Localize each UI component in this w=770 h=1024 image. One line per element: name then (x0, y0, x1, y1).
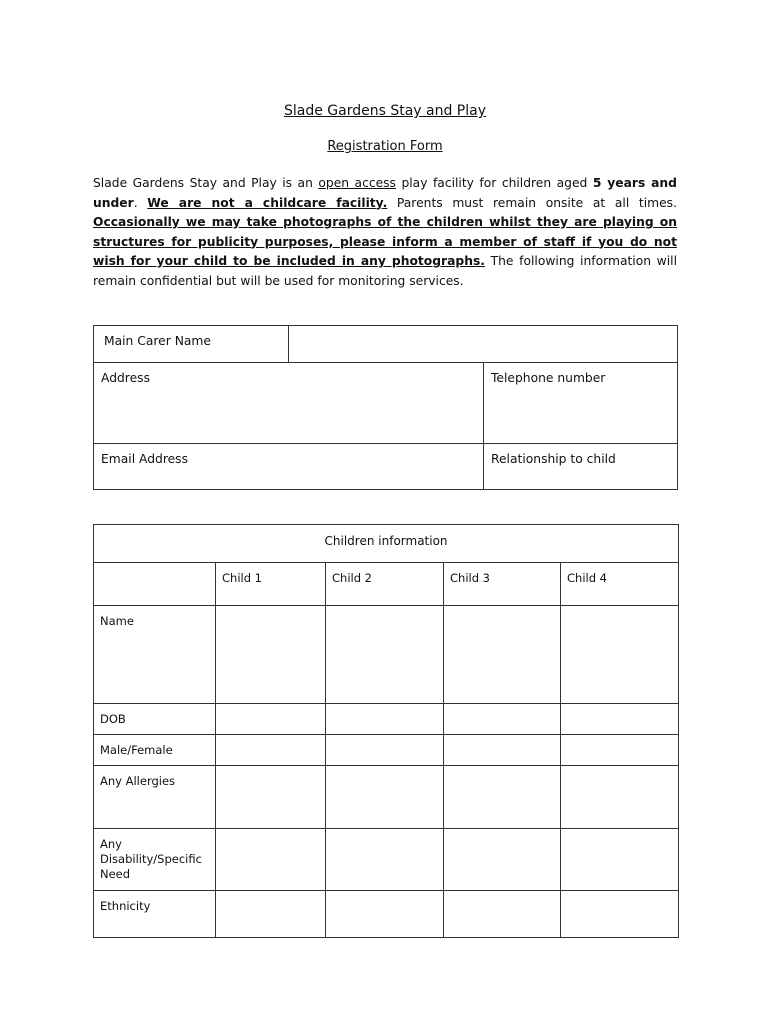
intro-text-5: The following information will remain confidential but will be used for monitoring services. (93, 254, 677, 288)
row-label-gender: Male/Female (94, 735, 216, 766)
row-label-ethnicity: Ethnicity (94, 891, 216, 938)
disability-child-1-field[interactable] (216, 829, 326, 891)
intro-text-2: play facility for children aged (395, 176, 593, 190)
disability-child-4-field[interactable] (561, 829, 679, 891)
gender-child-1-field[interactable] (216, 735, 326, 766)
dob-child-2-field[interactable] (326, 704, 444, 735)
table-row (94, 891, 679, 938)
telephone-field[interactable] (483, 362, 678, 444)
table-row (94, 606, 679, 704)
table-row (94, 735, 679, 766)
row-label-disability: Any Disability/Specific Need (94, 829, 216, 891)
header-empty-cell (94, 563, 216, 606)
main-carer-name-field[interactable] (288, 325, 678, 363)
carer-details-form (93, 325, 678, 490)
main-carer-name-label (93, 325, 289, 363)
disability-child-2-field[interactable] (326, 829, 444, 891)
ethnicity-child-2-field[interactable] (326, 891, 444, 938)
dob-child-3-field[interactable] (444, 704, 561, 735)
intro-not-childcare: We are not a childcare facility. (147, 195, 388, 210)
intro-text-4: Parents must remain onsite at all times. (387, 195, 677, 210)
intro-age: 5 years and under (93, 176, 677, 210)
main-carer-name-text: Main Carer Name (104, 334, 211, 348)
table-row (94, 829, 679, 891)
row-label-allergies: Any Allergies (94, 766, 216, 829)
table-row (94, 704, 679, 735)
gender-child-3-field[interactable] (444, 735, 561, 766)
document-subtitle: Registration Form (327, 139, 443, 154)
email-label: Email Address (101, 452, 188, 466)
dob-child-1-field[interactable] (216, 704, 326, 735)
email-field[interactable] (93, 443, 484, 490)
disability-child-3-field[interactable] (444, 829, 561, 891)
allergies-child-3-field[interactable] (444, 766, 561, 829)
intro-paragraph (93, 174, 677, 291)
allergies-child-2-field[interactable] (326, 766, 444, 829)
dob-child-4-field[interactable] (561, 704, 679, 735)
table-header-row (94, 563, 679, 606)
intro-photos-notice: Occasionally we may take photographs of the children whilst they are playing on structures for publicity purposes, please inform a member of staff if you do not wish for your child to be included in any photographs. (93, 215, 677, 268)
allergies-child-4-field[interactable] (561, 766, 679, 829)
children-information-heading: Children information (94, 525, 679, 563)
column-header-child-2: Child 2 (326, 563, 444, 606)
column-header-child-1: Child 1 (216, 563, 326, 606)
table-row (94, 766, 679, 829)
column-header-child-4: Child 4 (561, 563, 679, 606)
document-title: Slade Gardens Stay and Play (283, 103, 487, 119)
ethnicity-child-3-field[interactable] (444, 891, 561, 938)
gender-child-4-field[interactable] (561, 735, 679, 766)
address-label: Address (101, 371, 150, 385)
intro-open-access: open access (318, 176, 396, 190)
name-child-2-field[interactable] (326, 606, 444, 704)
row-label-dob: DOB (94, 704, 216, 735)
children-information-table (93, 524, 679, 938)
address-field[interactable] (93, 362, 484, 444)
relationship-field[interactable] (483, 443, 678, 490)
ethnicity-child-4-field[interactable] (561, 891, 679, 938)
gender-child-2-field[interactable] (326, 735, 444, 766)
allergies-child-1-field[interactable] (216, 766, 326, 829)
table-heading-row (94, 525, 679, 563)
name-child-4-field[interactable] (561, 606, 679, 704)
intro-text-3: . (133, 195, 138, 210)
name-child-3-field[interactable] (444, 606, 561, 704)
relationship-label: Relationship to child (491, 452, 616, 466)
intro-text-1: Slade Gardens Stay and Play is an (93, 176, 319, 190)
telephone-label: Telephone number (491, 371, 606, 385)
ethnicity-child-1-field[interactable] (216, 891, 326, 938)
name-child-1-field[interactable] (216, 606, 326, 704)
row-label-name: Name (94, 606, 216, 704)
column-header-child-3: Child 3 (444, 563, 561, 606)
